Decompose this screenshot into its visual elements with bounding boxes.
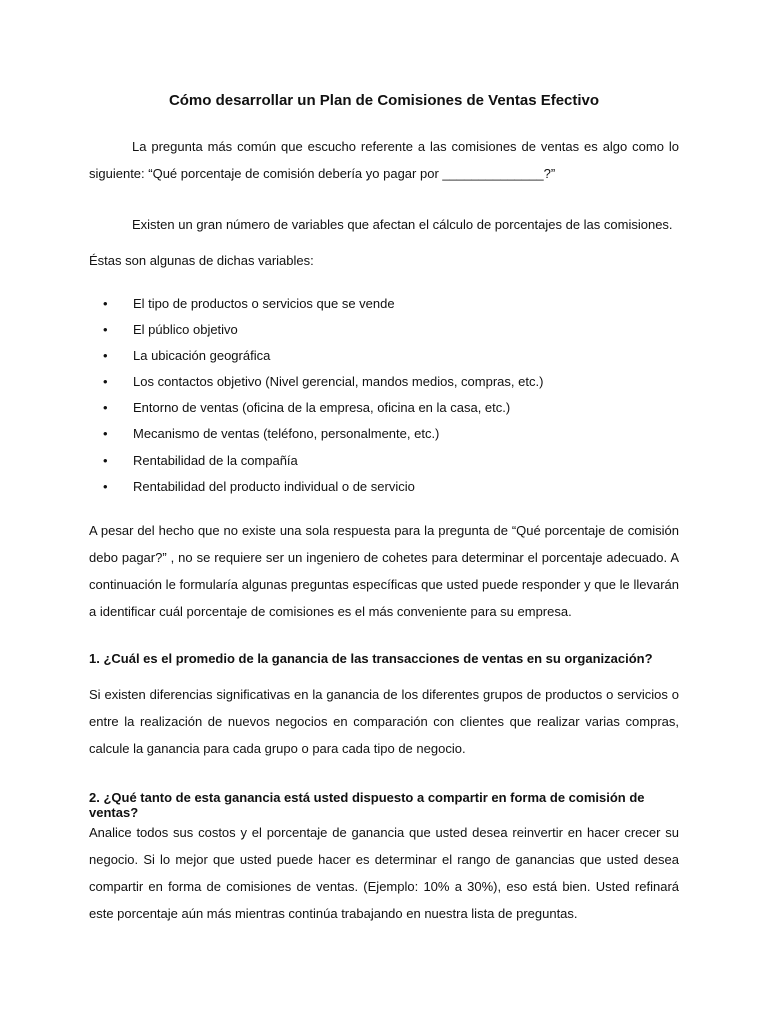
answer-paragraph: A pesar del hecho que no existe una sola respuesta para la pregunta de “Qué porcentaje de comisión debo pagar?” , no se requiere ser un ingeniero de cohetes para determinar el porcentaje adecuado. A continuación le formularía algunas preguntas específicas que usted puede responder y que le llevarán a identificar cuál porcentaje de comisiones es el más conveniente para su empresa.: [89, 523, 679, 619]
variables-intro-line-2: Éstas son algunas de dichas variables:: [89, 253, 314, 268]
bullet-icon: •: [103, 478, 108, 494]
bullet-icon: •: [103, 348, 108, 364]
list-item: [89, 291, 679, 317]
list-item-text: La ubicación geográfica: [133, 348, 271, 364]
list-item-text: Entorno de ventas (oficina de la empresa, oficina en la casa, etc.): [133, 400, 511, 416]
bullet-icon: •: [103, 452, 108, 468]
list-item-text: Los contactos objetivo (Nivel gerencial, mandos medios, compras, etc.): [133, 374, 544, 390]
question-1-heading: 1. ¿Cuál es el promedio de la ganancia de las transacciones de ventas en su organización?: [89, 651, 653, 666]
list-item: [89, 421, 679, 447]
intro-paragraph: La pregunta más común que escucho referente a las comisiones de ventas es algo como lo siguiente: “Qué porcentaje de comisión debería yo pagar por ______________?”: [89, 139, 679, 181]
list-item: [89, 343, 679, 369]
question-2-heading: 2. ¿Qué tanto de esta ganancia está usted dispuesto a compartir en forma de comisión de ventas?: [89, 790, 645, 820]
list-item: [89, 448, 679, 474]
bullet-icon: •: [103, 400, 108, 416]
list-item-text: Rentabilidad del producto individual o de servicio: [133, 478, 415, 494]
list-item: [89, 474, 679, 500]
bullet-icon: •: [103, 322, 108, 338]
question-1-body: Si existen diferencias significativas en la ganancia de los diferentes grupos de productos o servicios o entre la realización de nuevos negocios en comparación con clientes que realizar varias compras, calcule la ganancia para cada grupo o para cada tipo de negocio.: [89, 687, 679, 756]
list-item: [89, 369, 679, 395]
document-title: Cómo desarrollar un Plan de Comisiones de Ventas Efectivo: [168, 92, 600, 109]
question-2-body: Analice todos sus costos y el porcentaje de ganancia que usted desea reinvertir en hacer crecer su negocio. Si lo mejor que usted puede hacer es determinar el rango de ganancias que usted desea compartir en forma de comisiones de ventas. (Ejemplo: 10% a 30%), eso está bien. Usted refinará este porcentaje aún más mientras continúa trabajando en nuestra lista de preguntas.: [89, 825, 679, 921]
list-item-text: El tipo de productos o servicios que se vende: [133, 296, 395, 311]
variables-list: [89, 291, 679, 500]
variables-intro-line: Existen un gran número de variables que afectan el cálculo de porcentajes de las comisiones.: [132, 217, 673, 232]
list-item-text: Mecanismo de ventas (teléfono, personalmente, etc.): [133, 426, 440, 442]
list-item: [89, 317, 679, 343]
list-item: [89, 395, 679, 421]
list-item-text: Rentabilidad de la compañía: [133, 452, 298, 468]
bullet-icon: •: [103, 296, 108, 311]
bullet-icon: •: [103, 426, 108, 442]
bullet-icon: •: [103, 374, 108, 390]
list-item-text: El público objetivo: [133, 322, 238, 338]
